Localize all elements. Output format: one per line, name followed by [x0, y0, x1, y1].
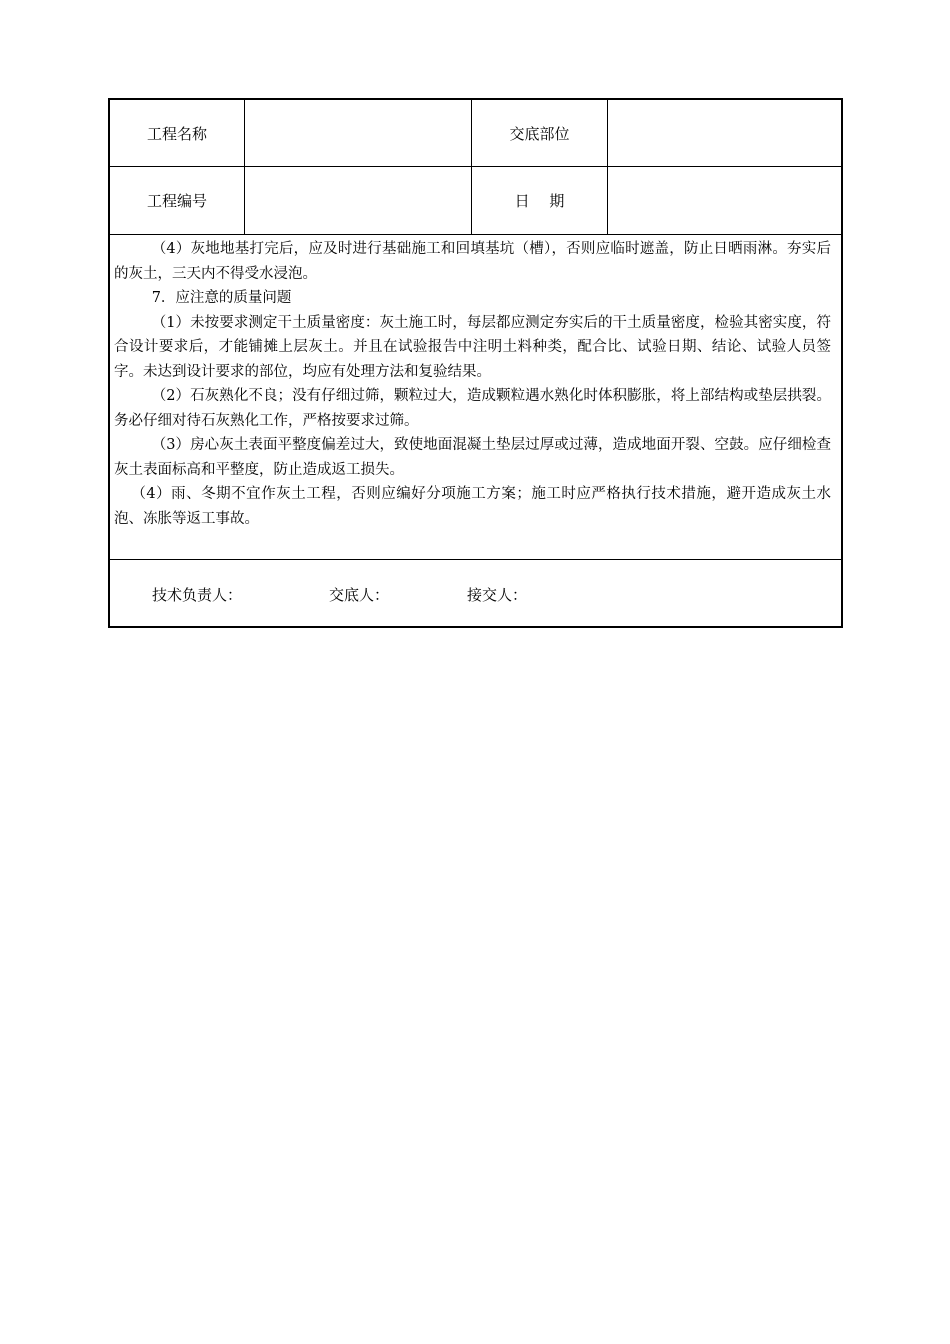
- project-name-value: [245, 100, 472, 166]
- signature-row: [110, 560, 841, 626]
- handover-content: [110, 235, 841, 560]
- header-row-project-number: [110, 167, 841, 235]
- receiver-signature-label: 接交人：: [467, 586, 528, 604]
- date-value: [608, 167, 841, 234]
- tech-lead-signature-label: 技术负责人：: [152, 586, 243, 604]
- project-name-label: 工程名称: [110, 100, 245, 166]
- project-number-label: 工程编号: [110, 167, 245, 234]
- content-paragraph: （2）石灰熟化不良；没有仔细过筛，颗粒过大，造成颗粒遇水熟化时体积膨胀，将上部结构或垫层拱裂。务必仔细对待石灰熟化工作，严格按要求过筛。: [114, 388, 831, 429]
- content-paragraph: （4）雨、冬期不宜作灰土工程，否则应编好分项施工方案；施工时应严格执行技术措施，避开造成灰土水泡、冻胀等返工事故。: [114, 486, 831, 527]
- header-row-project-name: [110, 100, 841, 167]
- handover-location-label: 交底部位: [472, 100, 608, 166]
- handover-location-value: [608, 100, 841, 166]
- project-number-value: [245, 167, 472, 234]
- presenter-signature-label: 交底人：: [329, 586, 390, 604]
- handover-form-table: [108, 98, 843, 628]
- content-paragraph: （4）灰地地基打完后，应及时进行基础施工和回填基坑（槽），否则应临时遮盖，防止日晒雨淋。夯实后的灰土，三天内不得受水浸泡。: [114, 241, 831, 282]
- date-label: 日 期: [472, 167, 608, 234]
- content-paragraph: （3）房心灰土表面平整度偏差过大，致使地面混凝土垫层过厚或过薄，造成地面开裂、空鼓。应仔细检查灰土表面标高和平整度，防止造成返工损失。: [114, 437, 831, 478]
- section-heading: 7．应注意的质量问题: [151, 290, 292, 306]
- content-paragraph: （1）未按要求测定干土质量密度：灰土施工时，每层都应测定夯实后的干土质量密度，检验其密实度，符合设计要求后，才能铺摊上层灰土。并且在试验报告中注明土料种类，配合比、试验日期、结论、试验人员签字。未达到设计要求的部位，均应有处理方法和复验结果。: [114, 314, 831, 380]
